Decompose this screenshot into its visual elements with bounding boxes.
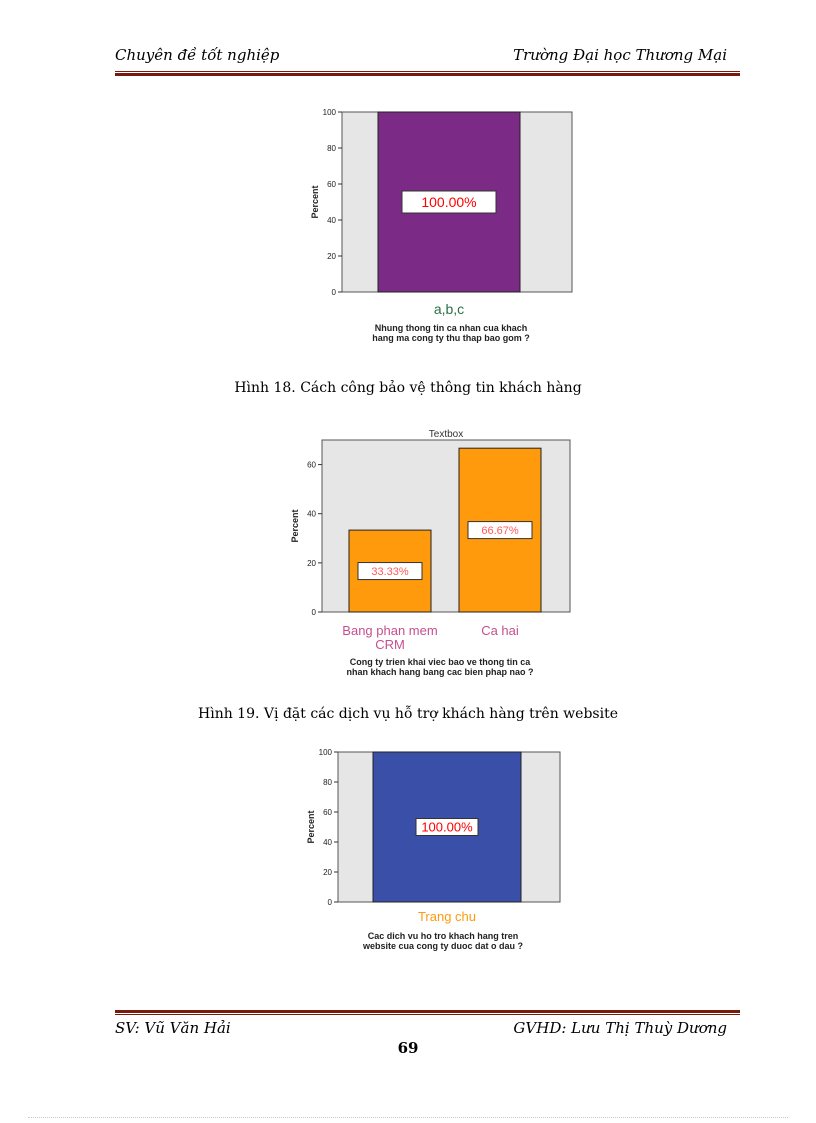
x-axis-label: nhan khach hang bang cac bien phap nao ? bbox=[346, 667, 534, 677]
data-label: 100.00% bbox=[421, 194, 477, 211]
y-tick-label: 60 bbox=[307, 460, 316, 470]
footer-rule-thin bbox=[115, 1014, 740, 1015]
x-axis-label: website cua cong ty duoc dat o dau ? bbox=[362, 941, 524, 951]
y-tick-label: 0 bbox=[331, 288, 336, 297]
y-tick-label: 60 bbox=[323, 808, 332, 817]
x-tick-label: Bang phan mem bbox=[342, 623, 438, 638]
x-axis-label: hang ma cong ty thu thap bao gom ? bbox=[372, 333, 530, 343]
y-tick-label: 80 bbox=[323, 778, 332, 787]
chart-personal-info-collected bbox=[300, 102, 580, 352]
header-rule-thin bbox=[115, 71, 740, 72]
x-axis-label: Nhung thong tin ca nhan cua khach bbox=[374, 323, 528, 333]
y-tick-label: 40 bbox=[323, 838, 332, 847]
y-axis-label: Percent bbox=[310, 185, 320, 219]
footer-supervisor: GVHD: Lưu Thị Thuỳ Dương bbox=[513, 1019, 727, 1037]
y-tick-label: 0 bbox=[327, 898, 332, 907]
y-tick-label: 40 bbox=[327, 216, 336, 225]
y-tick-label: 20 bbox=[307, 558, 316, 568]
y-tick-label: 100 bbox=[318, 748, 332, 757]
header-rule-thick bbox=[115, 73, 740, 76]
y-tick-label: 40 bbox=[307, 509, 316, 519]
bottom-dotted-line bbox=[28, 1117, 788, 1118]
x-axis-label: Cong ty trien khai viec bao ve thong tin ca bbox=[349, 657, 531, 667]
y-tick-label: 20 bbox=[323, 868, 332, 877]
footer-student: SV: Vũ Văn Hải bbox=[115, 1019, 231, 1037]
data-label: 33.33% bbox=[371, 566, 409, 579]
x-tick-label: Ca hai bbox=[481, 623, 519, 638]
y-tick-label: 60 bbox=[327, 180, 336, 189]
x-tick-label: Trang chu bbox=[417, 909, 477, 924]
y-axis-label: Percent bbox=[290, 509, 300, 543]
page-header bbox=[115, 46, 727, 72]
y-tick-label: 100 bbox=[322, 108, 336, 117]
data-label: 100.00% bbox=[421, 819, 473, 835]
x-tick-label: CRM bbox=[375, 637, 405, 652]
header-thesis-title: Chuyên đề tốt nghiệp bbox=[115, 46, 280, 64]
figure-19-caption: Hình 19. Vị đặt các dịch vụ hỗ trợ khách hàng trên website bbox=[198, 706, 618, 722]
y-tick-label: 80 bbox=[327, 144, 336, 153]
header-university: Trường Đại học Thương Mại bbox=[513, 46, 727, 64]
figure-18-caption: Hình 18. Cách công bảo vệ thông tin khách hàng bbox=[234, 380, 582, 396]
chart-support-services-location bbox=[300, 745, 580, 955]
data-label: 66.67% bbox=[481, 525, 519, 538]
x-axis-label: Cac dich vu ho tro khach hang tren bbox=[367, 931, 519, 941]
chart-protection-measures bbox=[290, 425, 590, 680]
page-number: 69 bbox=[397, 1039, 419, 1057]
footer-rule-thick bbox=[115, 1010, 740, 1013]
y-axis-label: Percent bbox=[306, 810, 316, 844]
y-tick-label: 0 bbox=[311, 608, 316, 617]
y-tick-label: 20 bbox=[327, 252, 336, 261]
chart-title: Textbox bbox=[428, 429, 464, 440]
x-tick-label: a,b,c bbox=[433, 301, 465, 317]
